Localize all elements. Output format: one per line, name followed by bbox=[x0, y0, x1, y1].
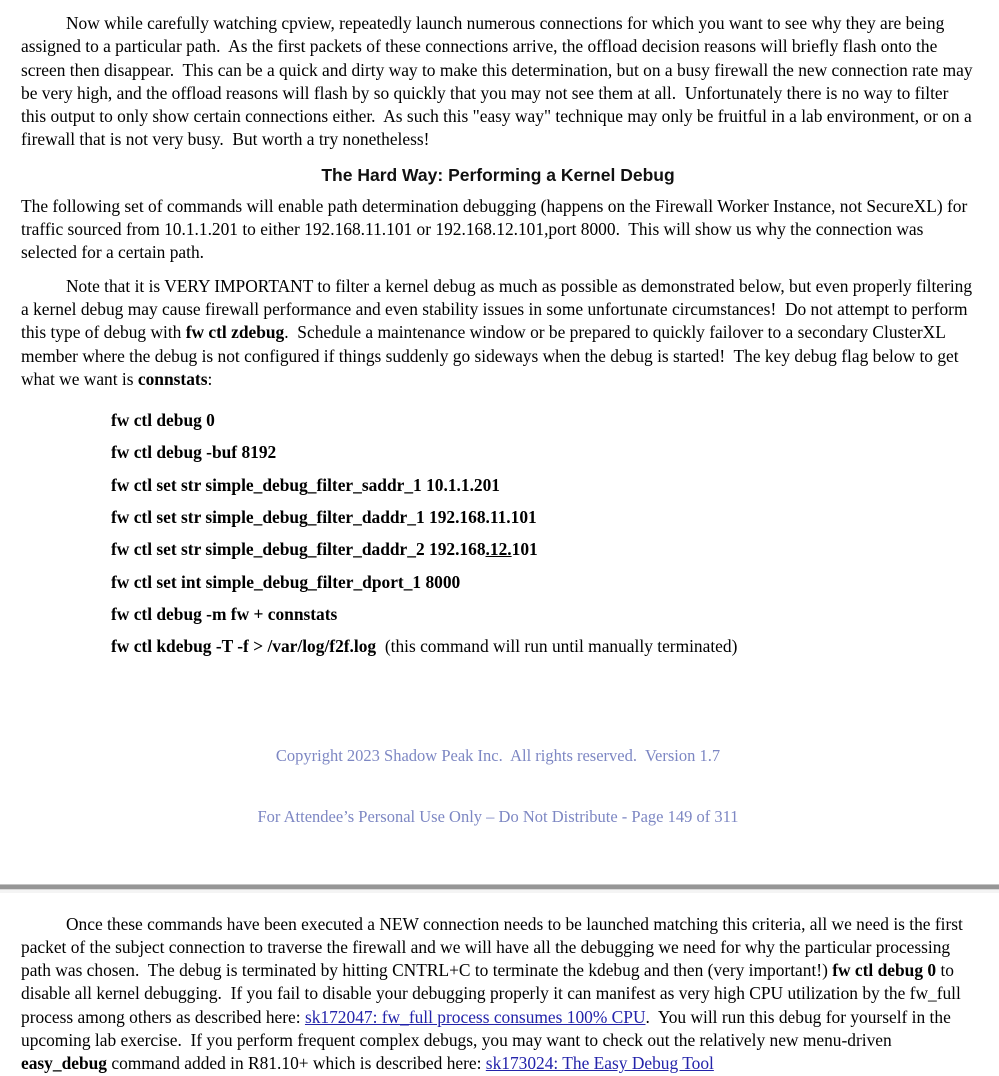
paragraph-intro bbox=[21, 12, 975, 152]
text-segment: fw ctl debug 0 bbox=[832, 960, 937, 981]
text-segment: command added in R81.10+ which is described here: bbox=[107, 1053, 486, 1074]
text-segment: (this command will run until manually terminated) bbox=[376, 636, 738, 657]
command-line bbox=[111, 571, 975, 594]
text-segment: 101 bbox=[511, 539, 538, 560]
command-line bbox=[111, 635, 975, 658]
section-heading: The Hard Way: Performing a Kernel Debug bbox=[321, 164, 675, 185]
text-segment: .12. bbox=[485, 539, 512, 560]
command-line bbox=[111, 603, 975, 626]
footer-distribution: For Attendee’s Personal Use Only – Do Not Distribute - Page 149 of 311 bbox=[257, 807, 739, 827]
text-segment: fw ctl kdebug -T -f > /var/log/f2f.log bbox=[111, 636, 377, 657]
text-segment: fw ctl set str simple_debug_filter_daddr_1 192.168.11.101 bbox=[111, 507, 537, 528]
footer-copyright: Copyright 2023 Shadow Peak Inc. All rights reserved. Version 1.7 bbox=[275, 745, 721, 765]
command-line bbox=[111, 538, 975, 561]
text-segment: to disable all kernel debugging. If you fail to disable your debugging properly it can manifest as very high CPU utilization by the fw_full process among others as described here: bbox=[21, 960, 966, 1027]
page-2 bbox=[0, 893, 999, 1076]
command-line bbox=[111, 506, 975, 529]
text-segment: Now while carefully watching cpview, repeatedly launch numerous connections for which you want to see why they are being assigned to a particular path. As the first packets of these connections arrive, the offload decision reasons will briefly flash onto the screen then disappear. This can be a quick and dirty way to make this determination, but on a busy firewall the new connection rate may be very high, and the offload reasons will flash by so quickly that you may not see them at all. Unfortunately there is no way to filter this output to only show certain connections either. As such this "easy way" technique may only be fruitful in a lab environment, or on a firewall that is not very busy. But worth a try nonetheless! bbox=[21, 13, 977, 150]
text-segment: fw ctl debug 0 bbox=[111, 410, 215, 431]
text-segment: easy_debug bbox=[21, 1053, 108, 1074]
link-sk172047[interactable]: sk172047: fw_full process consumes 100% CPU bbox=[304, 1006, 646, 1027]
command-list bbox=[111, 409, 975, 658]
text-segment: . Schedule a maintenance window or be prepared to quickly failover to a secondary ClusterXL member where the debug is not configured if things suddenly go sideways when the debug is started! The key debug flag below to get what we want is bbox=[21, 322, 963, 389]
link-sk173024[interactable]: sk173024: The Easy Debug Tool bbox=[485, 1053, 714, 1074]
command-line bbox=[111, 409, 975, 432]
text-segment: . You will run this debug for yourself in the upcoming lab exercise. If you perform frequent complex debugs, you may want to check out the relatively new menu-driven bbox=[21, 1006, 956, 1051]
text-segment: fw ctl set int simple_debug_filter_dport_1 8000 bbox=[111, 571, 461, 592]
text-segment: The following set of commands will enable path determination debugging (happens on the Firewall Worker Instance, not SecureXL) for traffic sourced from 10.1.1.201 to either 192.168.11.101 or 192.168.12.101,port 8000. This will show us why the connection was selected for a certain path. bbox=[21, 195, 972, 263]
command-line bbox=[111, 441, 975, 464]
page-footer bbox=[21, 705, 975, 869]
text-segment: connstats bbox=[137, 368, 208, 389]
text-segment: fw ctl set str simple_debug_filter_daddr_2 192.168 bbox=[111, 539, 486, 560]
text-segment: fw ctl debug -buf 8192 bbox=[111, 442, 277, 463]
paragraph-execution bbox=[21, 913, 975, 1076]
paragraph-commands-intro bbox=[21, 195, 975, 265]
paragraph-warning bbox=[21, 275, 975, 391]
page-divider bbox=[0, 883, 999, 893]
text-segment: fw ctl debug -m fw + connstats bbox=[111, 603, 338, 624]
command-line bbox=[111, 474, 975, 497]
text-segment: Note that it is VERY IMPORTANT to filter a kernel debug as much as possible as demonstrated below, but even properly filtering a kernel debug may cause firewall performance and even stability issues in some unfortunate circumstances! Do not attempt to perform this type of debug with bbox=[21, 275, 977, 343]
text-segment: Once these commands have been executed a NEW connection needs to be launched matching this criteria, all we need is the first packet of the subject connection to traverse the firewall and we will have all the debugging we need for why the particular processing path was chosen. The debug is terminated by hitting CNTRL+C to terminate the kdebug and then (very important!) bbox=[21, 913, 968, 981]
text-segment: fw ctl zdebug bbox=[185, 322, 285, 343]
text-segment: : bbox=[207, 368, 213, 389]
text-segment: fw ctl set str simple_debug_filter_saddr_1 10.1.1.201 bbox=[111, 474, 501, 495]
